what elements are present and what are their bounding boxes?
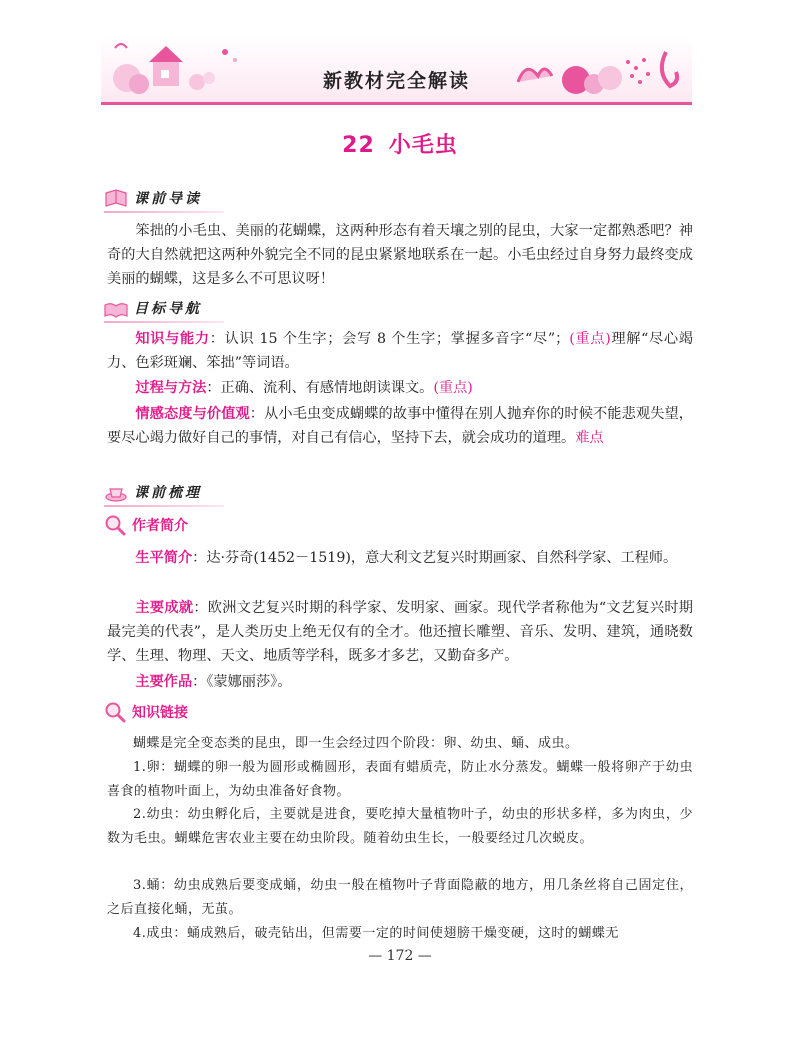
open-book-icon bbox=[104, 297, 128, 319]
info-text: ：欧洲文艺复兴时期的科学家、发明家、画家。现代学者称他为“文艺复兴时期最完美的代表”，是人类历史上绝无仅有的全才。他还擅长雕塑、音乐、发明、建筑，通晓数学、生理、物理、天文、地质等学科，既多才多艺，又勤奋多产。 bbox=[107, 600, 693, 664]
section-intro-heading bbox=[104, 186, 202, 210]
section-label: 课前梳理 bbox=[134, 485, 202, 501]
knowledge-paragraph: 3.蛹：幼虫成熟后要变成蛹，幼虫一般在植物叶子背面隐蔽的地方，用几条丝将自己固定住，之后直接化蛹，无茧。 bbox=[107, 878, 693, 917]
section-review-heading bbox=[104, 480, 202, 504]
flower-illustration-icon bbox=[498, 42, 688, 98]
magnifier-icon bbox=[104, 514, 126, 536]
magnifier-icon bbox=[104, 701, 126, 723]
intro-text: 笨拙的小毛虫、美丽的花蝴蝶，这两种形态有着天壤之别的昆虫，大家一定都熟悉吧？神奇的大自然就把这两种外貌完全不同的昆虫紧紧地联系在一起。小毛虫经过自身努力最终变成美丽的蝴蝶，这是多么不可思议呀！ bbox=[107, 223, 693, 287]
info-key: 生平简介 bbox=[135, 550, 193, 566]
book-icon bbox=[104, 187, 128, 209]
section-label: 目标导航 bbox=[134, 301, 202, 317]
knowledge-paragraph: 4.成虫：蛹成熟后，破壳钻出，但需要一定的时间使翅膀干燥变硬，这时的蝴蝶无 bbox=[133, 926, 619, 941]
difficulty-tag: 难点 bbox=[575, 430, 604, 446]
goal-key: 过程与方法 bbox=[135, 380, 207, 396]
lesson-name: 小毛虫 bbox=[388, 133, 458, 158]
goal-text: ：正确、流利、有感情地朗读课文。 bbox=[206, 380, 434, 396]
info-text: ：达·芬奇(1452－1519)，意大利文艺复兴时期画家、自然科学家、工程师。 bbox=[192, 550, 678, 566]
subsection-label: 知识链接 bbox=[132, 705, 188, 721]
author-works bbox=[107, 670, 693, 694]
focus-tag: (重点) bbox=[433, 380, 473, 396]
author-bio bbox=[107, 546, 693, 570]
goal-key: 情感态度与价值观 bbox=[135, 406, 250, 422]
divider bbox=[104, 505, 224, 507]
section-label: 课前导读 bbox=[134, 191, 202, 207]
divider bbox=[104, 211, 224, 213]
section-goals-heading bbox=[104, 296, 202, 320]
lesson-number: 22 bbox=[342, 133, 375, 158]
goal-process bbox=[107, 376, 693, 400]
divider bbox=[104, 321, 224, 323]
subsection-knowledge-heading bbox=[104, 701, 188, 723]
subsection-label: 作者简介 bbox=[132, 518, 188, 534]
knowledge-paragraph: 蝴蝶是完全变态类的昆虫，即一生会经过四个阶段：卵、幼虫、蛹、成虫。 bbox=[133, 736, 579, 751]
goal-text: ：认识 15 个生字；会写 8 个生字；掌握多音字“尽”； bbox=[209, 331, 570, 347]
banner-title: 新教材完全解读 bbox=[322, 70, 470, 92]
subsection-author-heading bbox=[104, 514, 188, 536]
knowledge-paragraph: 1.卵：蝴蝶的卵一般为圆形或椭圆形，表面有蜡质壳，防止水分蒸发。蝴蝶一般将卵产于幼虫喜食的植物叶面上，为幼虫准备好食物。 bbox=[107, 760, 693, 799]
info-text: ：《蒙娜丽莎》。 bbox=[192, 674, 292, 690]
focus-tag: (重点) bbox=[569, 331, 611, 347]
lesson-title bbox=[0, 128, 800, 159]
goal-text: ：从小毛虫变成蝴蝶的故事中懂得在别人抛弃你的时候不能悲观失望，要尽心竭力做好自己的事情，对自己有信心，坚持下去，就会成功的道理。 bbox=[107, 406, 693, 446]
info-key: 主要作品 bbox=[135, 674, 193, 690]
goal-emotion bbox=[107, 402, 693, 450]
header-banner bbox=[101, 36, 692, 105]
info-key: 主要成就 bbox=[135, 600, 194, 616]
page-number: — 172 — bbox=[368, 948, 432, 964]
cup-icon bbox=[104, 481, 128, 503]
goal-ability bbox=[107, 327, 693, 375]
author-achievements bbox=[107, 596, 693, 668]
knowledge-paragraph: 2.幼虫：幼虫孵化后，主要就是进食，要吃掉大量植物叶子，幼虫的形状多样，多为肉虫，少数为毛虫。蝴蝶危害农业主要在幼虫阶段。随着幼虫生长，一般要经过几次蜕皮。 bbox=[107, 807, 693, 846]
goal-text: 理解“尽心竭力、色彩斑斓、笨拙”等词语。 bbox=[107, 331, 693, 371]
goal-key: 知识与能力 bbox=[135, 331, 210, 347]
